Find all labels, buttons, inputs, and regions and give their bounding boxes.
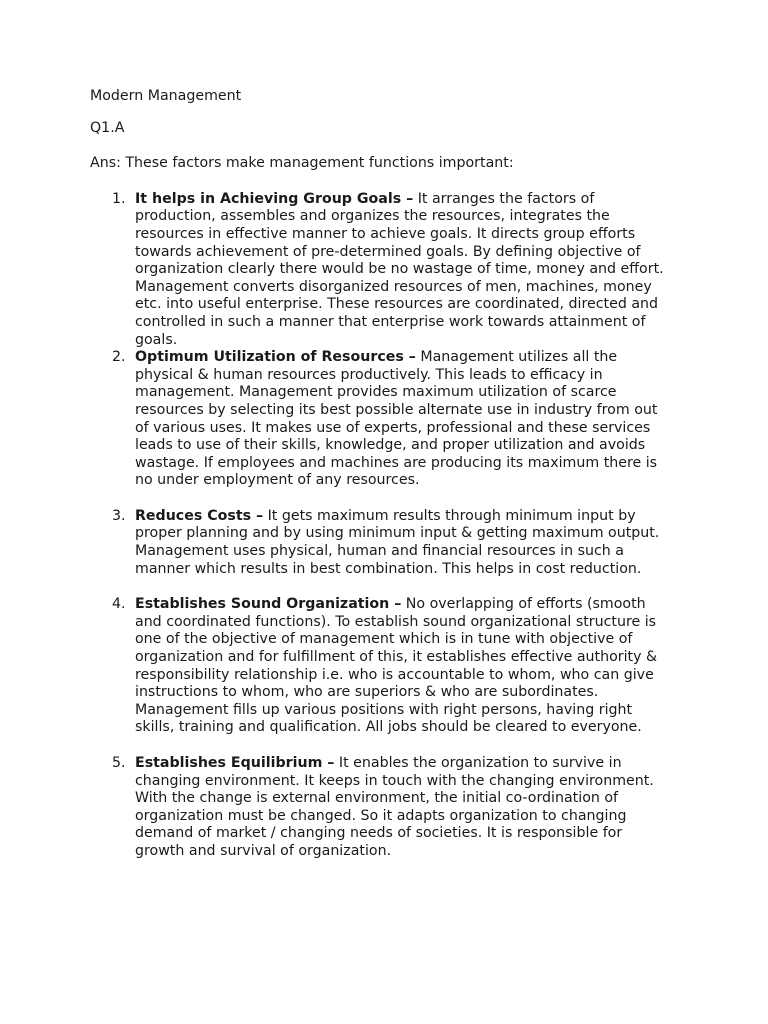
list-item-number: 2.	[112, 349, 126, 366]
list-item-heading: Establishes Sound Organization –	[135, 596, 402, 613]
list-item-text: It enables the organization to survive in changing environment. It keeps in touch with the changing environment. With the change is external environment, the initial co-ordination of organization must be changed. So it adapts organization to changing demand of market / changing needs of societies. It is responsible for growth and survival of organization.	[135, 755, 654, 859]
list-item-heading: Optimum Utilization of Resources –	[135, 349, 416, 366]
list-item-heading: It helps in Achieving Group Goals –	[135, 190, 414, 207]
list-item-text: It arranges the factors of production, assembles and organizes the resources, integrates the resources in effective manner to achieve goals. It directs group efforts towards achievement of pre-determined goals. By defining objective of organization clearly there would be no wastage of time, money and effort. Management converts disorganized resources of men, machines, money etc. into useful enterprise. These resources are coordinated, directed and controlled in such a manner that enterprise work towards attainment of goals.	[135, 190, 664, 348]
list-item	[90, 191, 665, 349]
list-item-text: It gets maximum results through minimum input by proper planning and by using minimum input & getting maximum output. Management uses physical, human and financial resources in such a manner which results in best combination. This helps in cost reduction.	[135, 507, 660, 577]
list-item	[90, 755, 665, 861]
list-item-number: 5.	[112, 755, 126, 771]
list-item-text: Management utilizes all the physical & human resources productively. This leads to efficacy in management. Management provides maximum utilization of scarce resources by selecting its best possible alternate use in industry from out of various uses. It makes use of experts, professional and these services leads to use of their skills, knowledge, and proper utilization and avoids wastage. If employees and machines are producing its maximum there is no under employment of any resources.	[135, 349, 658, 489]
document-title: Modern Management	[90, 88, 242, 104]
list-item-heading: Establishes Equilibrium –	[135, 755, 335, 771]
document-page	[90, 88, 690, 861]
question-label: Q1.A	[90, 119, 125, 136]
list-item-number: 1.	[112, 190, 126, 207]
list-item-number: 4.	[112, 596, 126, 613]
list-item-number: 3.	[112, 507, 126, 524]
list-item	[90, 508, 665, 578]
list-item-text: No overlapping of efforts (smooth and coordinated functions). To establish sound organizational structure is one of the objective of management which is in tune with objective of organization and for fulfillment of this, it establishes effective authority & responsibility relationship i.e. who is accountable to whom, who can give instructions to whom, who are superiors & who are subordinates. Management fills up various positions with right persons, having right skills, training and qualification. All jobs should be cleared to everyone.	[135, 596, 658, 736]
answer-intro: Ans: These factors make management functions important:	[90, 155, 514, 172]
factor-list	[90, 191, 690, 861]
list-item-heading: Reduces Costs –	[135, 507, 264, 524]
list-item	[90, 596, 665, 737]
list-item	[90, 349, 665, 490]
